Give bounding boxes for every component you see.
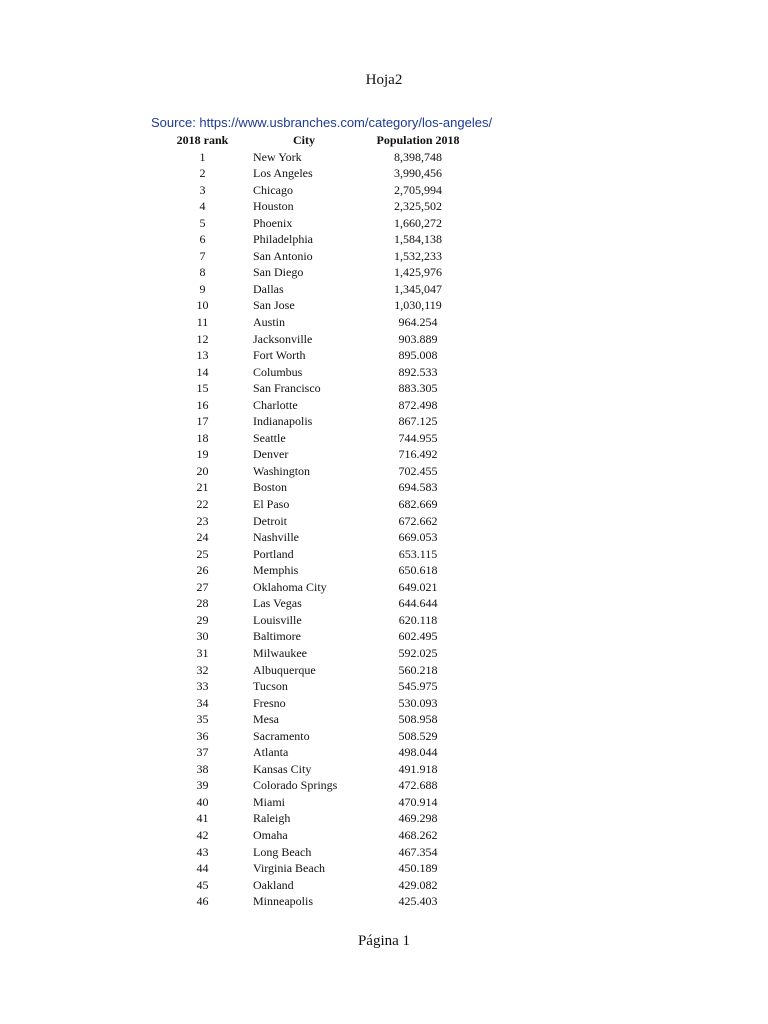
rank-cell: 12	[196, 331, 209, 346]
population-cell: 644.644	[398, 596, 438, 611]
population-cell: 702.455	[398, 463, 438, 478]
population-cell: 669.053	[398, 530, 438, 545]
population-cell: 682.669	[398, 497, 438, 512]
population-cell: 3,990,456	[394, 166, 442, 181]
population-cell: 2,325,502	[394, 199, 442, 214]
rank-cell: 34	[196, 695, 209, 710]
rank-cell: 15	[196, 381, 209, 396]
table-row	[160, 529, 473, 546]
city-cell: Nashville	[253, 530, 299, 545]
population-cell: 672.662	[398, 513, 438, 528]
population-cell: 468.262	[398, 827, 438, 842]
table-row	[160, 761, 473, 778]
rank-cell: 8	[199, 265, 206, 280]
source-link[interactable]: Source: https://www.usbranches.com/category/los-angeles/	[151, 115, 493, 130]
city-cell: Long Beach	[253, 844, 312, 859]
rank-cell: 2	[199, 166, 206, 181]
rank-cell: 30	[196, 629, 209, 644]
population-cell: 716.492	[398, 447, 438, 462]
population-cell: 530.093	[398, 695, 438, 710]
population-cell: 1,345,047	[394, 281, 442, 296]
city-cell: Oklahoma City	[253, 579, 327, 594]
rank-cell: 23	[196, 513, 209, 528]
page-footer: Página 1	[357, 933, 411, 949]
header-city: City	[293, 133, 315, 147]
population-cell: 872.498	[398, 397, 438, 412]
rank-cell: 21	[196, 480, 209, 495]
table-row	[160, 546, 473, 563]
table-row	[160, 810, 473, 827]
table-row	[160, 281, 473, 298]
table-header-row	[160, 132, 473, 149]
header-rank: 2018 rank	[176, 133, 229, 147]
table-row	[160, 248, 473, 265]
city-cell: Virginia Beach	[253, 861, 326, 876]
population-cell: 964.254	[398, 315, 438, 330]
table-row	[160, 877, 473, 894]
population-cell: 1,425,976	[394, 265, 442, 280]
rank-cell: 41	[196, 811, 209, 826]
table-body	[160, 149, 473, 910]
city-cell: Raleigh	[253, 811, 291, 826]
rank-cell: 13	[196, 348, 209, 363]
table-row	[160, 860, 473, 877]
city-cell: Indianapolis	[253, 414, 313, 429]
rank-cell: 42	[196, 827, 209, 842]
population-cell: 1,030,119	[394, 298, 442, 313]
table-row	[160, 380, 473, 397]
table-row	[160, 612, 473, 629]
city-cell: Austin	[253, 315, 286, 330]
city-cell: Louisville	[253, 612, 302, 627]
table-row	[160, 678, 473, 695]
rank-cell: 9	[199, 281, 206, 296]
rank-cell: 33	[196, 679, 209, 694]
population-cell: 470.914	[398, 794, 438, 809]
rank-cell: 10	[196, 298, 209, 313]
city-cell: Chicago	[253, 182, 293, 197]
rank-cell: 39	[196, 778, 209, 793]
rank-cell: 28	[196, 596, 209, 611]
rank-cell: 25	[196, 546, 209, 561]
population-cell: 450.189	[398, 861, 438, 876]
table-row	[160, 744, 473, 761]
rank-cell: 32	[196, 662, 209, 677]
population-cell: 429.082	[398, 877, 438, 892]
city-cell: San Jose	[253, 298, 295, 313]
city-cell: Tucson	[253, 679, 288, 694]
rank-cell: 36	[196, 728, 209, 743]
rank-cell: 4	[199, 199, 206, 214]
table-row	[160, 628, 473, 645]
population-cell: 508.529	[398, 728, 438, 743]
city-cell: Phoenix	[253, 215, 293, 230]
city-cell: Jacksonville	[253, 331, 313, 346]
city-cell: Detroit	[253, 513, 287, 528]
population-cell: 467.354	[398, 844, 438, 859]
population-cell: 2,705,994	[394, 182, 442, 197]
city-cell: Mesa	[253, 712, 279, 727]
table-row	[160, 446, 473, 463]
population-cell: 892.533	[398, 364, 438, 379]
table-row	[160, 827, 473, 844]
table-row	[160, 893, 473, 910]
population-cell: 1,532,233	[394, 248, 442, 263]
rank-cell: 38	[196, 761, 209, 776]
rank-cell: 14	[196, 364, 209, 379]
population-cell: 653.115	[398, 546, 438, 561]
city-cell: Memphis	[253, 563, 299, 578]
population-cell: 650.618	[398, 563, 438, 578]
rank-cell: 29	[196, 612, 209, 627]
city-cell: Charlotte	[253, 397, 298, 412]
population-cell: 903.889	[398, 331, 438, 346]
table-row	[160, 595, 473, 612]
population-cell: 592.025	[398, 645, 438, 660]
city-cell: Fresno	[253, 695, 286, 710]
city-cell: Columbus	[253, 364, 303, 379]
rank-cell: 16	[196, 397, 209, 412]
table-row	[160, 711, 473, 728]
table-row	[160, 215, 473, 232]
rank-cell: 46	[196, 894, 209, 909]
rank-cell: 3	[199, 182, 206, 197]
rank-cell: 43	[196, 844, 209, 859]
city-cell: Kansas City	[253, 761, 312, 776]
city-cell: San Antonio	[253, 248, 313, 263]
table-row	[160, 662, 473, 679]
rank-cell: 19	[196, 447, 209, 462]
table-row	[160, 413, 473, 430]
city-cell: El Paso	[253, 497, 290, 512]
population-cell: 694.583	[398, 480, 438, 495]
population-cell: 883.305	[398, 381, 438, 396]
table-row	[160, 496, 473, 513]
city-cell: Seattle	[253, 430, 286, 445]
population-cell: 8,398,748	[394, 149, 442, 164]
city-cell: Washington	[253, 463, 311, 478]
rank-cell: 44	[196, 861, 209, 876]
city-cell: Colorado Springs	[253, 778, 338, 793]
rank-cell: 6	[199, 232, 206, 247]
rank-cell: 11	[196, 315, 209, 330]
table-row	[160, 264, 473, 281]
city-cell: Fort Worth	[253, 348, 306, 363]
population-cell: 508.958	[398, 712, 438, 727]
city-cell: Minneapolis	[253, 894, 313, 909]
table-row	[160, 231, 473, 248]
table-row	[160, 728, 473, 745]
population-cell: 1,584,138	[394, 232, 442, 247]
table-row	[160, 430, 473, 447]
city-cell: Atlanta	[253, 745, 289, 760]
table-row	[160, 198, 473, 215]
city-cell: Oakland	[253, 877, 294, 892]
city-cell: Los Angeles	[253, 166, 313, 181]
rank-cell: 37	[196, 745, 209, 760]
city-cell: Dallas	[253, 281, 284, 296]
city-cell: Boston	[253, 480, 288, 495]
population-cell: 560.218	[398, 662, 438, 677]
table-row	[160, 579, 473, 596]
rank-cell: 17	[196, 414, 209, 429]
rank-cell: 31	[196, 645, 209, 660]
city-cell: New York	[253, 149, 302, 164]
city-cell: Sacramento	[253, 728, 310, 743]
population-cell: 649.021	[398, 579, 438, 594]
table-row	[160, 364, 473, 381]
population-cell: 498.044	[398, 745, 438, 760]
table-row	[160, 347, 473, 364]
sheet-title: Hoja2	[365, 72, 403, 88]
population-cell: 1,660,272	[394, 215, 442, 230]
city-cell: San Francisco	[253, 381, 321, 396]
rank-cell: 24	[196, 530, 209, 545]
city-cell: Baltimore	[253, 629, 301, 644]
table-row	[160, 513, 473, 530]
table-row	[160, 844, 473, 861]
table-row	[160, 794, 473, 811]
rank-cell: 35	[196, 712, 209, 727]
table-row	[160, 149, 473, 166]
population-cell: 425.403	[398, 894, 438, 909]
rank-cell: 27	[196, 579, 209, 594]
table-row	[160, 182, 473, 199]
city-cell: Houston	[253, 199, 294, 214]
table-row	[160, 695, 473, 712]
city-cell: Philadelphia	[253, 232, 313, 247]
population-cell: 620.118	[398, 612, 438, 627]
city-cell: Miami	[253, 794, 285, 809]
rank-cell: 7	[199, 248, 206, 263]
population-cell: 491.918	[398, 761, 438, 776]
rank-cell: 18	[196, 430, 209, 445]
rank-cell: 45	[196, 877, 209, 892]
table-row	[160, 297, 473, 314]
city-cell: San Diego	[253, 265, 304, 280]
city-cell: Omaha	[253, 827, 288, 842]
population-cell: 744.955	[398, 430, 438, 445]
population-cell: 895.008	[398, 348, 438, 363]
table-row	[160, 331, 473, 348]
population-cell: 472.688	[398, 778, 438, 793]
rank-cell: 5	[199, 215, 206, 230]
rank-cell: 22	[196, 497, 209, 512]
rank-cell: 1	[199, 149, 206, 164]
population-table	[160, 132, 473, 910]
header-population: Population 2018	[376, 133, 460, 147]
rank-cell: 20	[196, 463, 209, 478]
rank-cell: 40	[196, 794, 209, 809]
table-row	[160, 314, 473, 331]
city-cell: Portland	[253, 546, 294, 561]
city-cell: Milwaukee	[253, 645, 307, 660]
population-cell: 469.298	[398, 811, 438, 826]
table-row	[160, 777, 473, 794]
population-cell: 545.975	[398, 679, 438, 694]
table-row	[160, 463, 473, 480]
table-row	[160, 479, 473, 496]
city-cell: Denver	[253, 447, 289, 462]
population-cell: 867.125	[398, 414, 438, 429]
table-row	[160, 165, 473, 182]
population-cell: 602.495	[398, 629, 438, 644]
table-row	[160, 397, 473, 414]
city-cell: Albuquerque	[253, 662, 316, 677]
city-cell: Las Vegas	[253, 596, 302, 611]
rank-cell: 26	[196, 563, 209, 578]
table-row	[160, 562, 473, 579]
table-row	[160, 645, 473, 662]
